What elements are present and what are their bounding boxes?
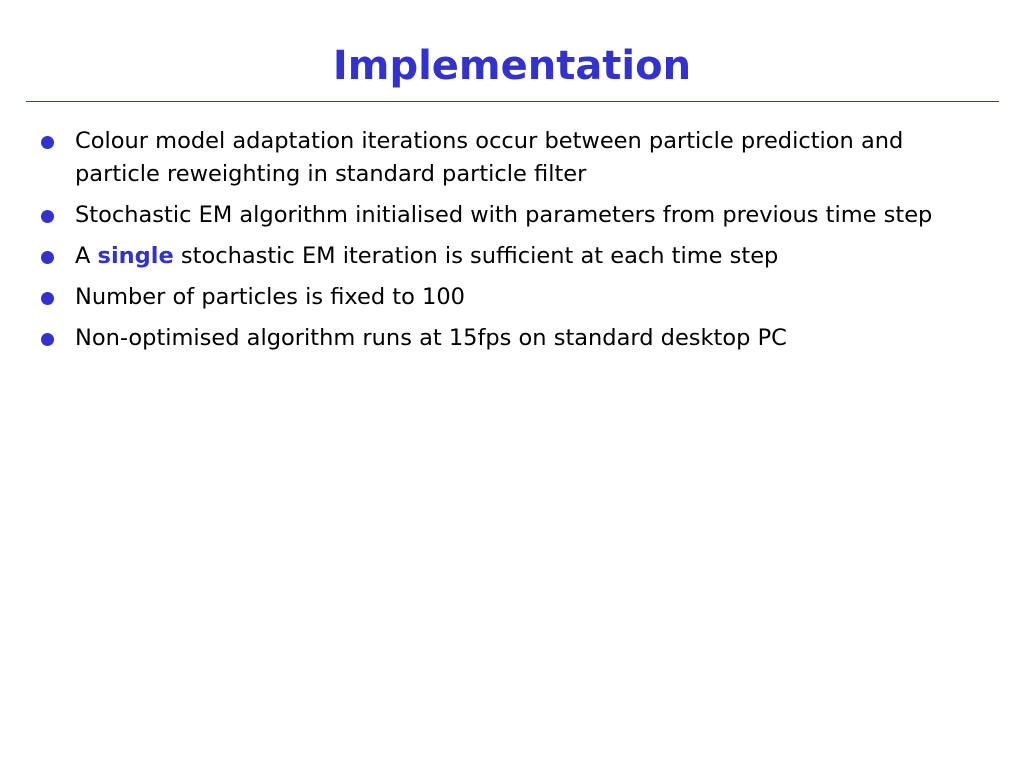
bullet-text: Non-optimised algorithm runs at 15fps on standard desktop PC xyxy=(75,325,787,351)
bullet-dot-icon xyxy=(41,292,54,305)
bullet-list xyxy=(0,125,1024,363)
title-divider xyxy=(26,101,999,102)
bullet-item xyxy=(0,240,1024,273)
bullet-dot-icon xyxy=(41,210,54,223)
bullet-dot-icon xyxy=(41,136,54,149)
bullet-text-suffix: stochastic EM iteration is sufficient at each time step xyxy=(173,243,779,269)
bullet-item xyxy=(0,199,1024,232)
bullet-text-prefix: A xyxy=(75,243,98,269)
bullet-text: Colour model adaptation iterations occur between particle prediction and particle reweighting in standard particle filter xyxy=(75,128,904,187)
bullet-dot-icon xyxy=(41,333,54,346)
bullet-text: Stochastic EM algorithm initialised with parameters from previous time step xyxy=(75,202,933,228)
bullet-item xyxy=(0,125,1024,191)
slide-title: Implementation xyxy=(332,43,692,89)
bullet-item xyxy=(0,322,1024,355)
bullet-emphasis: single xyxy=(97,243,174,269)
bullet-dot-icon xyxy=(41,251,54,264)
bullet-item xyxy=(0,281,1024,314)
bullet-text: Number of particles is fixed to 100 xyxy=(75,284,465,310)
